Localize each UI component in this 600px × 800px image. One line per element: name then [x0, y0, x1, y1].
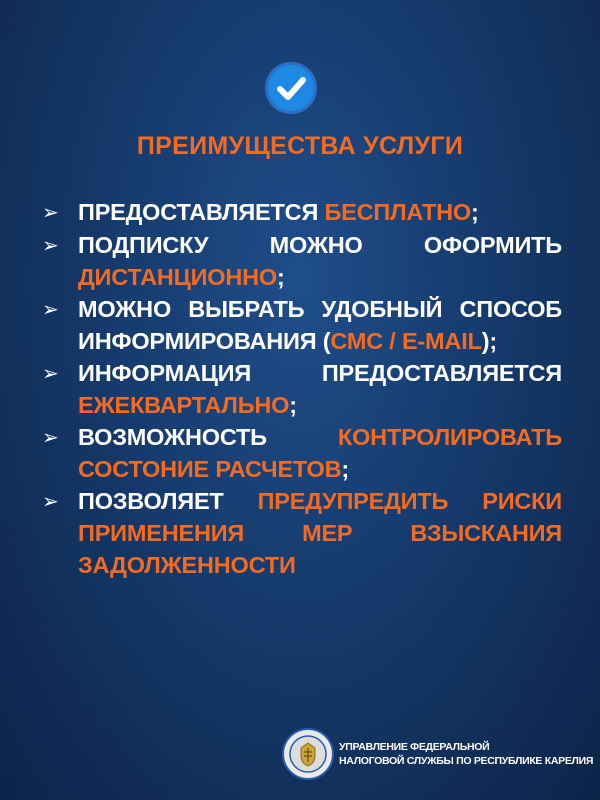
footer-logo-block — [282, 727, 593, 781]
footer-line-1: УПРАВЛЕНИЕ ФЕДЕРАЛЬНОЙ — [339, 741, 490, 753]
checkmark-circle-icon — [265, 62, 317, 114]
benefit-text: ВОЗМОЖНОСТЬ КОНТРОЛИРОВАТЬ СОСТОНИЕ РАСЧЕТОВ; — [78, 424, 562, 482]
list-item — [42, 421, 562, 485]
arrow-bullet-icon: ➢ — [42, 202, 59, 224]
footer-caption — [339, 740, 593, 768]
benefit-text: ПРЕДОСТАВЛЯЕТСЯ БЕСПЛАТНО; — [78, 199, 479, 225]
benefits-list — [42, 196, 562, 581]
arrow-bullet-icon: ➢ — [42, 491, 59, 513]
arrow-bullet-icon: ➢ — [42, 427, 59, 449]
benefit-text: ИНФОРМАЦИЯ ПРЕДОСТАВЛЯЕТСЯ ЕЖЕКВАРТАЛЬНО; — [78, 360, 562, 418]
fns-emblem-icon — [282, 728, 334, 780]
arrow-bullet-icon: ➢ — [42, 299, 59, 321]
benefit-text: МОЖНО ВЫБРАТЬ УДОБНЫЙ СПОСОБ ИНФОРМИРОВАНИЯ (СМС / E-MAIL); — [78, 296, 562, 354]
arrow-bullet-icon: ➢ — [42, 235, 59, 257]
list-item — [42, 229, 562, 293]
list-item — [42, 293, 562, 357]
list-item — [42, 357, 562, 421]
page-title: ПРЕИМУЩЕСТВА УСЛУГИ — [136, 132, 464, 160]
arrow-bullet-icon: ➢ — [42, 363, 59, 385]
list-item — [42, 485, 562, 581]
list-item — [42, 196, 562, 229]
benefit-text: ПОЗВОЛЯЕТ ПРЕДУПРЕДИТЬ РИСКИ ПРИМЕНЕНИЯ МЕР ВЗЫСКАНИЯ ЗАДОЛЖЕННОСТИ — [78, 488, 562, 578]
footer-line-2: НАЛОГОВОЙ СЛУЖБЫ ПО РЕСПУБЛИКЕ КАРЕЛИЯ — [339, 755, 594, 767]
benefit-text: ПОДПИСКУ МОЖНО ОФОРМИТЬ ДИСТАНЦИОННО; — [78, 232, 562, 290]
